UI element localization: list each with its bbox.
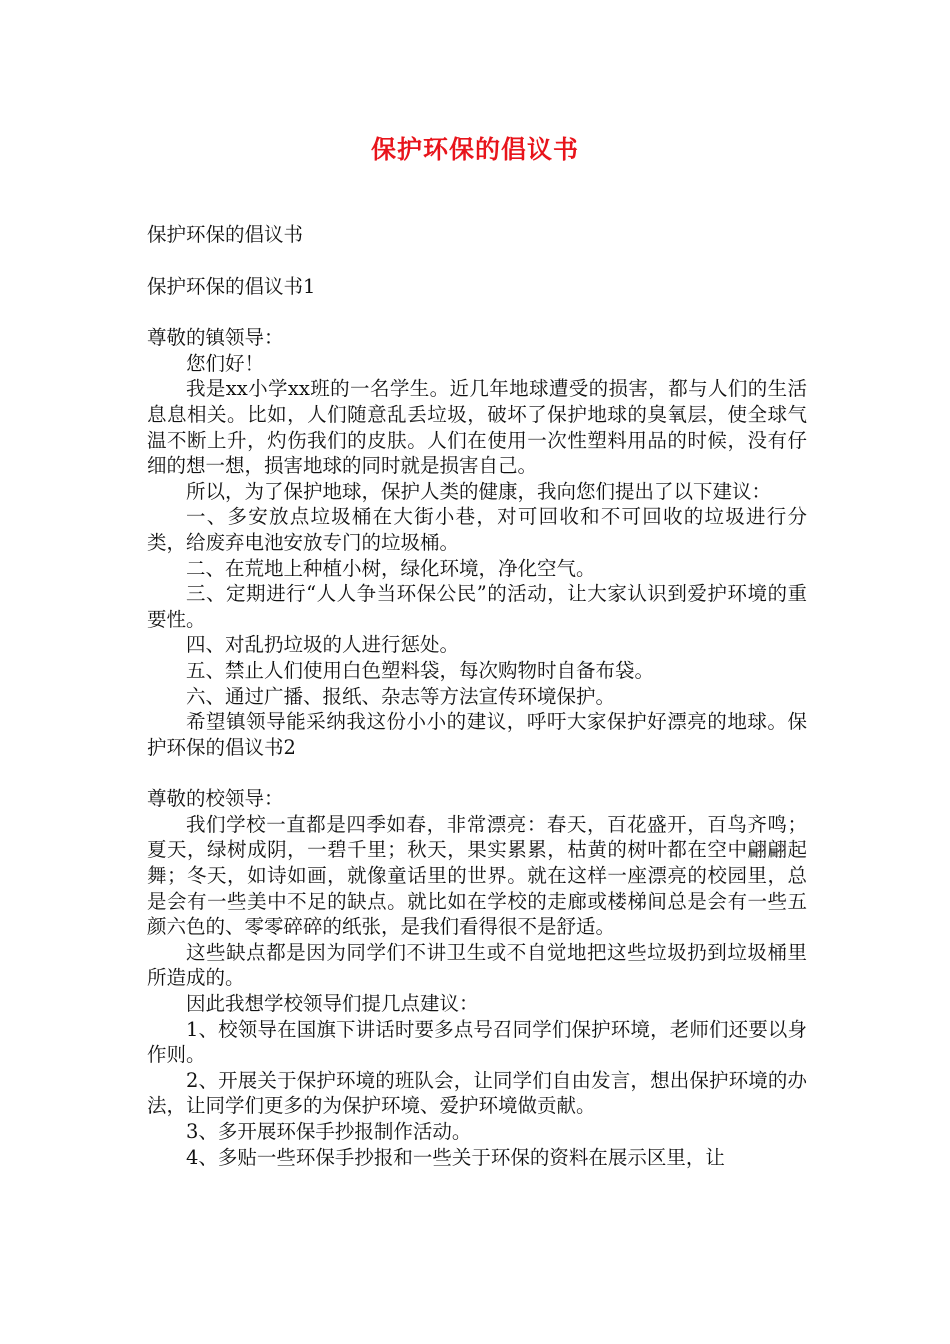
paragraph-suggestion: 三、定期进行“人人争当环保公民”的活动，让大家认识到爱护环境的重要性。 — [147, 582, 807, 631]
paragraph-suggestion: 1、校领导在国旗下讲话时要多点号召同学们保护环境，老师们还要以身作则。 — [147, 1017, 807, 1067]
paragraph-salutation-1: 尊敬的镇领导： — [147, 326, 284, 350]
paragraph-body: 这些缺点都是因为同学们不讲卫生或不自觉地把这些垃圾扔到垃圾桶里所造成的。 — [147, 940, 807, 990]
paragraph-body: 所以，为了保护地球，保护人类的健康，我向您们提出了以下建议： — [186, 479, 772, 503]
paragraph-suggestion: 四、对乱扔垃圾的人进行惩处。 — [186, 633, 460, 657]
paragraph-suggestion: 二、在荒地上种植小树，绿化环境，净化空气。 — [186, 556, 596, 580]
document-body — [147, 222, 807, 1170]
paragraph-body: 我是xx小学xx班的一名学生。近几年地球遭受的损害，都与人们的生活息息相关。比如，人们随意乱丢垃圾，破坏了保护地球的臭氧层，使全球气温不断上升，灼伤我们的皮肤。人们在使用一次性塑料用品的时候，没有仔细的想一想，损害地球的同时就是损害自己。 — [147, 377, 807, 478]
paragraph-salutation-2: 尊敬的校领导： — [147, 787, 284, 811]
paragraph-body: 我们学校一直都是四季如春，非常漂亮：春天，百花盛开，百鸟齐鸣；夏天，绿树成阴，一碧千里；秋天，果实累累，枯黄的树叶都在空中翩翩起舞；冬天，如诗如画，就像童话里的世界。就在这样一座漂亮的校园里，总是会有一些美中不足的缺点。就比如在学校的走廊或楼梯间总是会有一些五颜六色的、零零碎碎的纸张，是我们看得很不是舒适。 — [147, 812, 807, 939]
paragraph-suggestion: 五、禁止人们使用白色塑料袋，每次购物时自备布袋。 — [186, 658, 655, 682]
paragraph-section-heading-1: 保护环保的倡议书1 — [147, 274, 316, 298]
paragraph-suggestion: 六、通过广播、报纸、杂志等方法宣传环境保护。 — [186, 684, 616, 708]
paragraph-suggestion: 3、多开展环保手抄报制作活动。 — [186, 1120, 472, 1143]
paragraph-body: 因此我想学校领导们提几点建议： — [186, 992, 479, 1016]
paragraph-suggestion: 4、多贴一些环保手抄报和一些关于环保的资料在展示区里，让 — [186, 1145, 725, 1169]
paragraph-suggestion: 一、多安放点垃圾桶在大街小巷，对可回收和不可回收的垃圾进行分类，给废弃电池安放专门的垃圾桶。 — [147, 505, 807, 554]
paragraph-greeting: 您们好！ — [186, 351, 265, 375]
document-title: 保护环保的倡议书 — [370, 135, 579, 164]
paragraph-doc-heading: 保护环保的倡议书 — [147, 223, 304, 246]
paragraph-suggestion: 2、开展关于保护环境的班队会，让同学们自由发言，想出保护环境的办法，让同学们更多的为保护环境、爱护环境做贡献。 — [147, 1068, 807, 1118]
paragraph-closing: 希望镇领导能采纳我这份小小的建议，呼吁大家保护好漂亮的地球。保护环保的倡议书2 — [147, 710, 807, 759]
